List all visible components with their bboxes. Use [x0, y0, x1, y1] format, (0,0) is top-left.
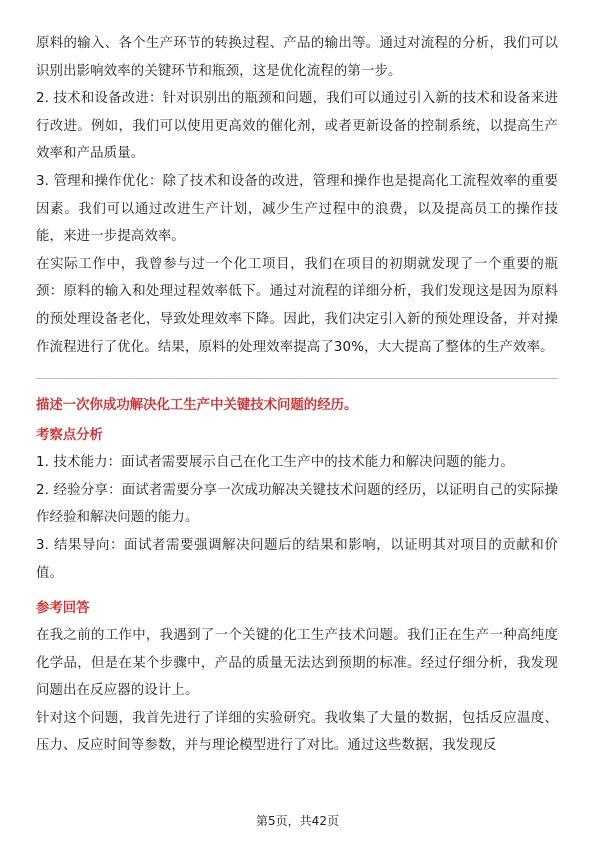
reference-paragraph: 针对这个问题，我首先进行了详细的实验研究。我收集了大量的数据，包括反应温度、压力、反应时间等参数，并与理论模型进行了对比。通过这些数据，我发现反 — [36, 710, 558, 754]
section-divider — [36, 378, 558, 379]
analysis-heading: 考察点分析 — [36, 428, 103, 444]
reference-heading: 参考回答 — [36, 601, 90, 617]
body-paragraph: 在实际工作中，我曾参与过一个化工项目，我们在项目的初期就发现了一个重要的瓶颈：原料的输入和处理过程效率低下。通过对流程的详细分析，我们发现这是因为原料的预处理设备老化，导致处理效率下降。因此，我们决定引入新的预处理设备，并对操作流程进行了优化。结果，原料的处理效率提高了30%，大大提高了整体的生产效率。 — [36, 256, 558, 355]
body-paragraph: 3. 管理和操作优化：除了技术和设备的改进，管理和操作也是提高化工流程效率的重要因素。我们可以通过改进生产计划，减少生产过程中的浪费，以及提高员工的操作技能，来进一步提高效率。 — [36, 173, 558, 245]
reference-paragraph: 在我之前的工作中，我遇到了一个关键的化工生产技术问题。我们正在生产一种高纯度化学品，但是在某个步骤中，产品的质量无法达到预期的标准。经过仔细分析，我发现问题出在反应器的设计上。 — [36, 628, 558, 699]
question-title: 描述一次你成功解决化工生产中关键技术问题的经历。 — [36, 398, 358, 414]
analysis-item: 3. 结果导向：面试者需要强调解决问题后的结果和影响，以证明其对项目的贡献和价值。 — [36, 537, 558, 581]
analysis-item: 1. 技术能力：面试者需要展示自己在化工生产中的技术能力和解决问题的能力。 — [36, 455, 514, 471]
body-paragraph: 2. 技术和设备改进：针对识别出的瓶颈和问题，我们可以通过引入新的技术和设备来进行改进。例如，我们可以使用更高效的催化剂，或者更新设备的控制系统，以提高生产效率和产品质量。 — [36, 91, 558, 162]
page-number: 第5页，共42页 — [256, 814, 339, 828]
analysis-item: 2. 经验分享：面试者需要分享一次成功解决关键技术问题的经历，以证明自己的实际操作经验和解决问题的能力。 — [36, 482, 558, 526]
page-content — [36, 30, 558, 760]
body-paragraph: 原料的输入、各个生产环节的转换过程、产品的输出等。通过对流程的分析，我们可以识别出影响效率的关键环节和瓶颈，这是优化流程的第一步。 — [36, 36, 558, 79]
